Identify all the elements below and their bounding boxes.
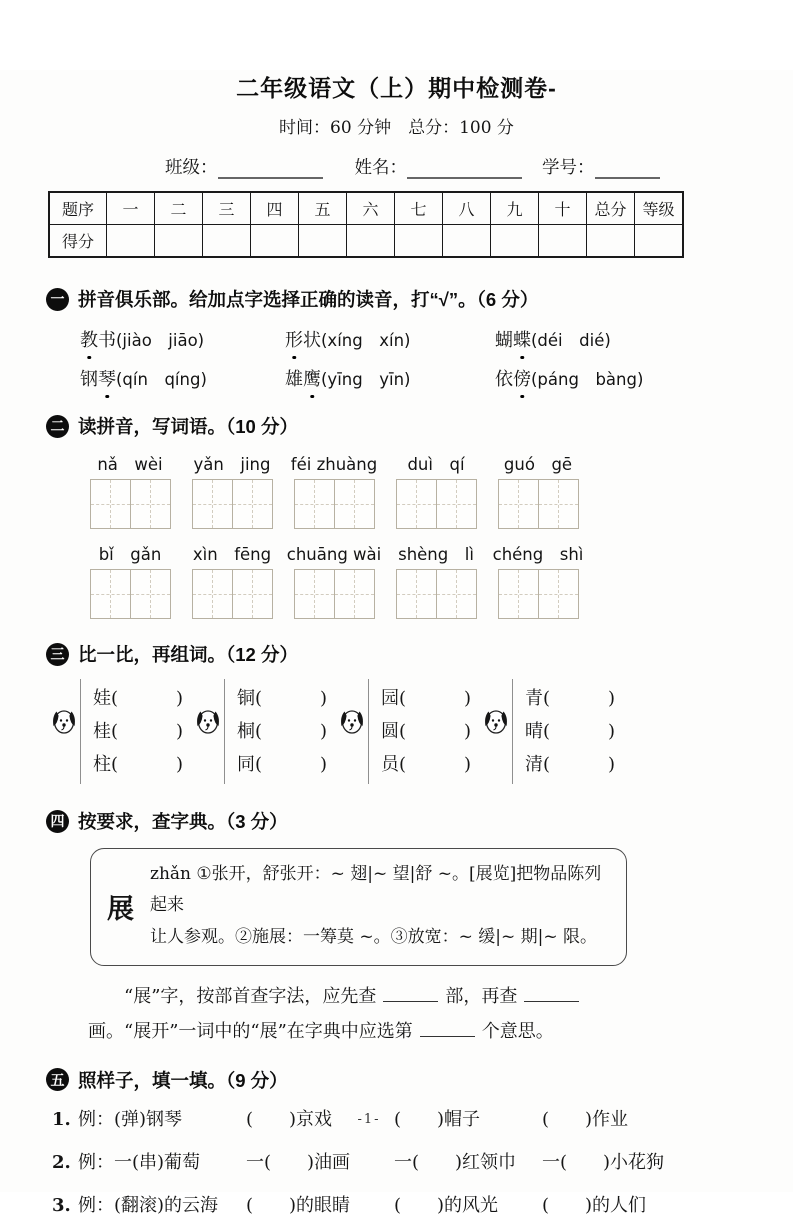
pinyin-choice-item	[80, 326, 285, 352]
line-number: 1.	[52, 1108, 71, 1130]
page-number: -1-	[357, 1112, 381, 1127]
dog-icon	[339, 707, 365, 741]
compare-char: 柱	[93, 754, 111, 775]
question-part-4: 词中的“展”在字典中应选第	[196, 1020, 413, 1042]
dotted-char: 傍	[513, 365, 531, 391]
compare-row	[237, 682, 328, 715]
compare-char: 桂	[93, 721, 111, 742]
writing-grid	[192, 569, 273, 619]
dog-icon	[483, 707, 509, 741]
section-1-title: 拼音俱乐部。给加点字选择正确的读音，打“√”。（6 分）	[78, 289, 539, 310]
section-2-header	[46, 413, 793, 439]
dog-icon	[339, 707, 365, 737]
answer-blank	[420, 1018, 475, 1037]
compare-char: 员	[381, 754, 399, 775]
score-cell	[539, 225, 587, 258]
writing-grid-cell	[499, 570, 538, 618]
item-word	[285, 330, 321, 351]
section-1-items	[80, 326, 793, 391]
compare-group	[208, 679, 328, 784]
answer-paren: ( )	[543, 688, 617, 709]
student-id-label: 学号：	[542, 158, 595, 178]
score-table-header-cell: 题序	[49, 192, 107, 225]
compare-char: 青	[525, 688, 543, 709]
word-block	[192, 543, 272, 619]
class-label: 班级：	[165, 158, 218, 178]
fill-item: ( )的人们	[542, 1194, 647, 1216]
section-2-writing-rows	[90, 453, 793, 619]
fill-line	[52, 1191, 793, 1217]
word-block	[90, 543, 170, 619]
section-5-number-badge: 五	[46, 1068, 69, 1091]
score-table-header-cell: 八	[443, 192, 491, 225]
dog-icon	[195, 707, 221, 737]
writing-grid	[294, 479, 375, 529]
word-char: 依	[495, 369, 513, 390]
writing-grid-cell	[193, 570, 232, 618]
fill-item: 一( )油画	[246, 1151, 351, 1173]
class-field	[165, 154, 355, 179]
answer-blank	[383, 983, 438, 1002]
dictionary-line-2: 让人参观。②施展：一筹莫 ~。③放宽：~ 缓|~ 期|~ 限。	[150, 926, 598, 947]
pinyin-label: shèng lì	[398, 545, 474, 564]
score-table-header-cell: 一	[107, 192, 155, 225]
word-block	[396, 453, 476, 529]
pinyin-options: (qín qíng)	[116, 370, 207, 389]
section-3-title: 比一比，再组词。（12 分）	[78, 644, 298, 665]
word-block	[286, 543, 382, 619]
answer-paren: ( )	[399, 721, 473, 742]
answer-paren: ( )	[255, 688, 329, 709]
line-number: 3.	[52, 1194, 71, 1216]
compare-row	[525, 715, 616, 748]
score-cell	[395, 225, 443, 258]
answer-paren: ( )	[399, 754, 473, 775]
word-block	[498, 453, 578, 529]
compare-row	[237, 715, 328, 748]
fill-item: ( )作业	[542, 1108, 629, 1130]
compare-group	[496, 679, 616, 784]
writing-grid-cell	[193, 480, 232, 528]
dictionary-definition	[150, 859, 612, 953]
compare-group	[64, 679, 184, 784]
dictionary-entry-box	[90, 848, 627, 966]
name-label: 姓名：	[354, 158, 407, 178]
score-table-header-cell: 九	[491, 192, 539, 225]
section-3-header	[46, 641, 793, 667]
fill-item: ( )的风光	[394, 1194, 499, 1216]
section-2-number-badge: 二	[46, 415, 69, 438]
score-cell	[155, 225, 203, 258]
section-5-title: 照样子，填一填。（9 分）	[78, 1069, 288, 1091]
answer-paren: ( )	[111, 721, 185, 742]
writing-grid-cell	[130, 480, 170, 528]
writing-grid-cell	[397, 480, 436, 528]
score-table-score-row	[49, 225, 683, 258]
answer-paren: ( )	[543, 721, 617, 742]
fill-item: ( )京戏	[246, 1108, 333, 1130]
word-writing-row	[90, 453, 793, 529]
pinyin-label: bǐ gǎn	[98, 545, 162, 564]
score-table-header-cell: 六	[347, 192, 395, 225]
pinyin-label: yǎn jing	[193, 455, 271, 474]
writing-grid-cell	[91, 480, 130, 528]
writing-grid-cell	[334, 570, 374, 618]
student-id-blank	[595, 159, 660, 179]
writing-grid-cell	[334, 480, 374, 528]
pinyin-choice-item	[495, 326, 793, 352]
word-block	[192, 453, 272, 529]
writing-grid	[396, 479, 477, 529]
fill-item: 一( )红领巾	[394, 1151, 517, 1173]
class-blank	[218, 159, 323, 179]
score-cell	[107, 225, 155, 258]
pinyin-options: (yīng yīn)	[321, 370, 411, 389]
score-cell	[251, 225, 299, 258]
compare-char: 桐	[237, 721, 255, 742]
pinyin-choice-item	[80, 365, 285, 391]
student-id-field	[542, 154, 660, 179]
section-4-number-badge: 四	[46, 810, 69, 833]
dotted-char: 教	[80, 326, 98, 352]
fill-line	[52, 1148, 793, 1174]
section-5-header	[46, 1067, 793, 1093]
dog-icon	[195, 707, 221, 741]
page-title: 二年级语文（上）期中检测卷-	[236, 75, 557, 101]
compare-char: 圆	[381, 721, 399, 742]
compare-char: 同	[237, 754, 255, 775]
exam-paper-page	[0, 70, 793, 1216]
compare-rows	[512, 679, 616, 784]
dog-icon	[483, 707, 509, 737]
word-block	[492, 543, 584, 619]
score-cell	[203, 225, 251, 258]
writing-grid-cell	[538, 480, 578, 528]
dog-icon	[51, 707, 77, 737]
pinyin-label: chéng shì	[492, 545, 584, 564]
compare-row	[381, 715, 472, 748]
answer-paren: ( )	[111, 688, 185, 709]
answer-blank	[524, 983, 579, 1002]
compare-row	[381, 748, 472, 781]
fill-item: 一( )小花狗	[542, 1151, 665, 1173]
word-writing-row	[90, 543, 793, 619]
score-table-header-cell: 四	[251, 192, 299, 225]
writing-grid-cell	[397, 570, 436, 618]
compare-row	[525, 682, 616, 715]
score-row-label: 得分	[49, 225, 107, 258]
compare-row	[93, 682, 184, 715]
writing-grid	[498, 479, 579, 529]
score-table-header-cell: 等级	[635, 192, 684, 225]
score-cell	[347, 225, 395, 258]
score-cell	[635, 225, 684, 258]
compare-rows	[368, 679, 472, 784]
writing-grid	[90, 569, 171, 619]
score-table-header-cell: 总分	[587, 192, 635, 225]
score-table-header-row	[49, 192, 683, 225]
pinyin-label: guó gē	[503, 455, 573, 474]
answer-paren: ( )	[255, 754, 329, 775]
example-phrase: 例：一(串)葡萄	[78, 1151, 201, 1173]
pinyin-choice-item	[285, 326, 495, 352]
score-cell	[491, 225, 539, 258]
score-cell	[443, 225, 491, 258]
pinyin-label: chuāng wài	[286, 545, 382, 564]
fill-item: ( )的眼睛	[246, 1194, 351, 1216]
section-4-title: 按要求，查字典。（3 分）	[78, 811, 288, 832]
answer-paren: ( )	[543, 754, 617, 775]
question-part-3: 画。“展开”一	[88, 1020, 197, 1042]
writing-grid	[294, 569, 375, 619]
score-table-header-cell: 十	[539, 192, 587, 225]
fill-item: ( )帽子	[394, 1108, 481, 1130]
section-3-number-badge: 三	[46, 643, 69, 666]
compare-char: 铜	[237, 688, 255, 709]
writing-grid	[396, 569, 477, 619]
pinyin-options: (xíng xín)	[321, 331, 411, 350]
writing-grid-cell	[499, 480, 538, 528]
pinyin-choice-item	[285, 365, 495, 391]
writing-grid-cell	[130, 570, 170, 618]
compare-row	[93, 748, 184, 781]
writing-grid-cell	[436, 480, 476, 528]
compare-group	[352, 679, 472, 784]
pinyin-options: (páng bàng)	[531, 370, 644, 389]
writing-grid-cell	[232, 480, 272, 528]
word-block	[396, 543, 476, 619]
word-char: 钢	[80, 369, 98, 390]
pinyin-label: féi zhuàng	[290, 455, 378, 474]
item-word	[80, 330, 116, 351]
word-block	[290, 453, 378, 529]
writing-grid	[192, 479, 273, 529]
answer-paren: ( )	[111, 754, 185, 775]
writing-grid-cell	[295, 480, 334, 528]
pinyin-label: nǎ wèi	[97, 455, 163, 474]
question-part-5: 个意思。	[481, 1020, 554, 1042]
pinyin-label: duì qí	[407, 455, 465, 474]
student-info-row	[165, 154, 793, 179]
section-1-number-badge: 一	[46, 288, 69, 311]
dotted-char: 形	[285, 326, 303, 352]
score-table-header-cell: 七	[395, 192, 443, 225]
compare-row	[237, 748, 328, 781]
score-table-header-cell: 五	[299, 192, 347, 225]
name-blank	[407, 159, 522, 179]
item-word	[285, 369, 321, 390]
name-field	[355, 154, 543, 179]
pinyin-choice-item	[495, 365, 793, 391]
pinyin-label: xìn fēng	[192, 545, 272, 564]
writing-grid-cell	[436, 570, 476, 618]
section-2-title: 读拼音，写词语。（10 分）	[78, 416, 298, 437]
compare-char: 娃	[93, 688, 111, 709]
item-word	[495, 330, 531, 351]
section-3-groups	[64, 679, 793, 784]
writing-grid	[90, 479, 171, 529]
section-4-header	[46, 808, 793, 834]
score-table	[48, 191, 684, 258]
word-block	[90, 453, 170, 529]
writing-grid-cell	[91, 570, 130, 618]
section-1-header	[46, 286, 793, 312]
pinyin-options: (jiào jiāo)	[116, 331, 205, 350]
compare-char: 园	[381, 688, 399, 709]
writing-grid-cell	[295, 570, 334, 618]
dog-icon	[51, 707, 77, 741]
example-phrase: 例：(翻滚)的云海	[78, 1194, 219, 1216]
dictionary-question	[88, 980, 648, 1048]
item-word	[80, 369, 116, 390]
example-phrase: 例：(弹)钢琴	[78, 1108, 183, 1130]
exam-meta: 时间：60 分钟 总分：100 分	[279, 118, 514, 138]
word-char: 状	[303, 330, 321, 351]
dictionary-line-1: zhǎn ①张开，舒张开：~ 翅|~ 望|舒 ~。[展览]把物品陈列起来	[150, 864, 602, 916]
compare-row	[93, 715, 184, 748]
question-part-2: 部，再查	[445, 986, 518, 1008]
dotted-char: 琴	[98, 365, 116, 391]
answer-paren: ( )	[255, 721, 329, 742]
compare-row	[525, 748, 616, 781]
question-part-1: “展”字，按部首查字法，应先查	[124, 986, 377, 1008]
compare-char: 晴	[525, 721, 543, 742]
word-char: 雄	[285, 369, 303, 390]
compare-char: 清	[525, 754, 543, 775]
pinyin-options: (déi dié)	[531, 331, 611, 350]
writing-grid-cell	[232, 570, 272, 618]
compare-rows	[224, 679, 328, 784]
score-table-header-cell: 三	[203, 192, 251, 225]
word-char: 蝴	[495, 330, 513, 351]
compare-rows	[80, 679, 184, 784]
line-number: 2.	[52, 1151, 71, 1173]
answer-paren: ( )	[399, 688, 473, 709]
dotted-char: 鹰	[303, 365, 321, 391]
writing-grid-cell	[538, 570, 578, 618]
dictionary-headword: 展	[107, 893, 134, 925]
score-table-header-cell: 二	[155, 192, 203, 225]
item-word	[495, 369, 531, 390]
writing-grid	[498, 569, 579, 619]
score-cell	[299, 225, 347, 258]
compare-row	[381, 682, 472, 715]
dotted-char: 蝶	[513, 326, 531, 352]
word-char: 书	[98, 330, 116, 351]
score-cell	[587, 225, 635, 258]
